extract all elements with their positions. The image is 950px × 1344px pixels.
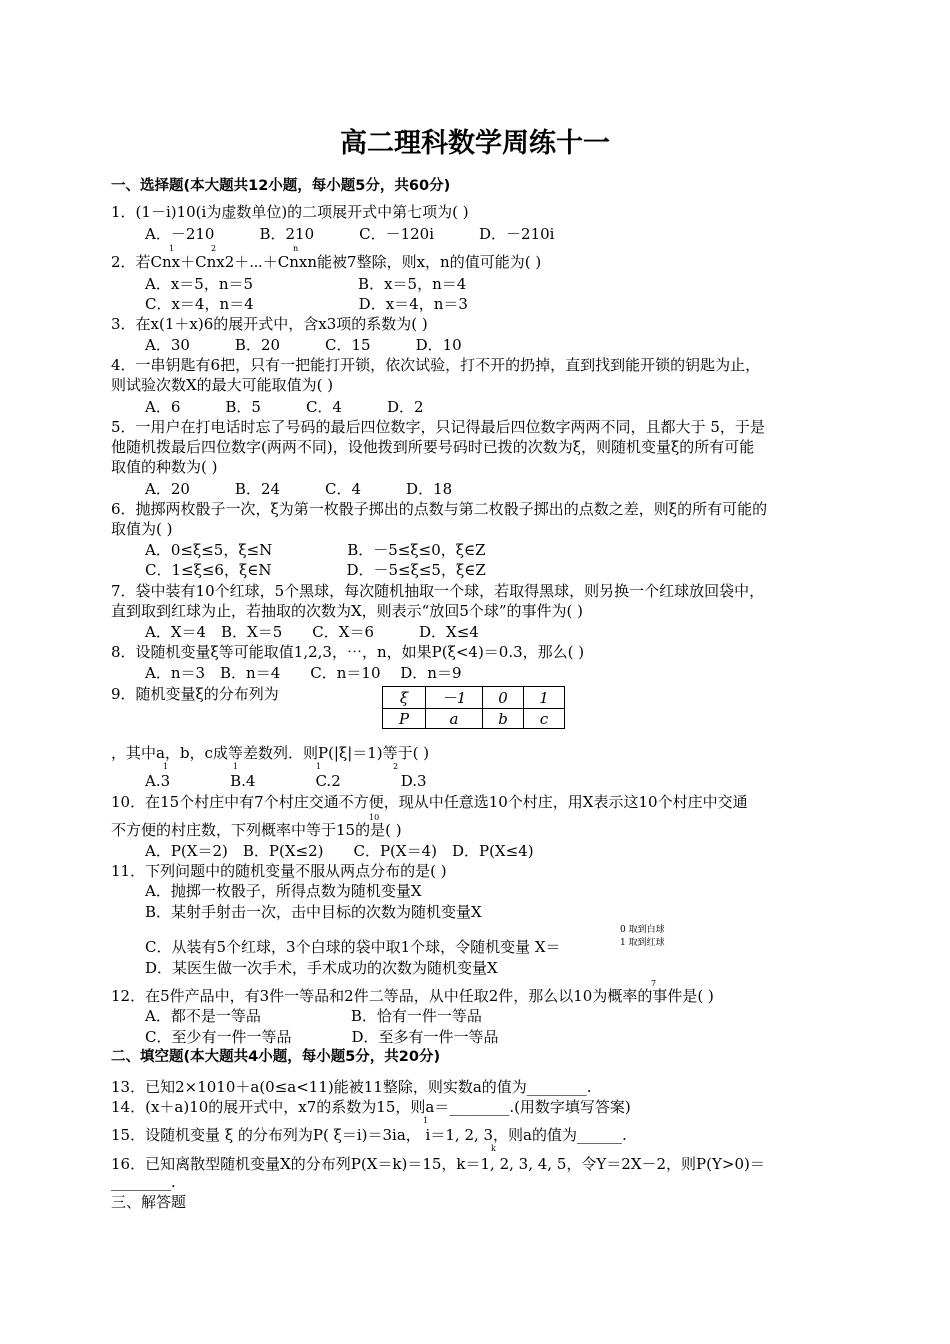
question-12-options-ab: A．都不是一等品 B．恰有一件一等品 (145, 1007, 482, 1025)
fraction-numerator: 1 (163, 762, 169, 771)
question-4-line-1: 4．一串钥匙有6把，只有一把能打开锁，依次试验，打不开的扔掉，直到找到能开锁的钥匙为止， (111, 356, 761, 374)
combination-index: 1 (169, 244, 175, 253)
question-9-continued: ，其中a，b，c成等差数列．则P(|ξ|＝1)等于( ) (111, 744, 430, 762)
combination-index: 2 (211, 244, 217, 253)
distribution-table (382, 686, 565, 729)
fraction-numerator: 10 (369, 813, 380, 822)
page-title: 高二理科数学周练十一 (340, 128, 610, 159)
question-9: 9．随机变量ξ的分布列为 (111, 685, 279, 703)
fraction-numerator: 7 (651, 979, 657, 988)
question-11-option-d: D．某医生做一次手术，手术成功的次数为随机变量X (145, 959, 498, 977)
question-2: 2．若Cnx＋Cnx2＋⋯＋Cnxn能被7整除，则x，n的值可能为( ) (111, 253, 542, 271)
question-2-options-cd: C．x＝4，n＝4 D．x＝4，n＝3 (145, 295, 468, 313)
question-1: 1．(1－i)10(i为虚数单位)的二项展开式中第七项为( ) (111, 203, 469, 221)
question-8: 8．设随机变量ξ等可能取值1,2,3，⋯，n，如果P(ξ<4)＝0.3，那么( ) (111, 643, 585, 661)
fraction-numerator: 1 (233, 762, 239, 771)
question-6-line-2: 取值为( ) (111, 520, 173, 538)
table-cell: －1 (426, 687, 483, 709)
question-3-options: A．30 B．20 C．15 D．10 (145, 336, 462, 354)
question-6-options-ab: A．0≤ξ≤5，ξ≤N B．－5≤ξ≤0，ξ∈Z (145, 541, 486, 559)
question-8-options: A．n＝3 B．n＝4 C．n＝10 D．n＝9 (145, 664, 462, 682)
question-6-line-1: 6．抛掷两枚骰子一次，ξ为第一枚骰子掷出的点数与第二枚骰子掷出的点数之差，则ξ的所有可能的 (111, 500, 768, 518)
piecewise-case-1: 0 取到白球 (620, 925, 665, 935)
section-answer-heading: 三、解答题 (111, 1193, 187, 1211)
table-cell: c (524, 709, 565, 729)
question-7-line-1: 7．袋中装有10个红球，5个黑球，每次随机抽取一个球，若取得黑球，则另换一个红球放回袋中， (111, 582, 765, 600)
question-5-line-1: 5．一用户在打电话时忘了号码的最后四位数字，只记得最后四位数字两两不同，且都大于 5，于是 (111, 418, 765, 436)
question-12-options-cd: C．至少有一件一等品 D．至多有一件一等品 (145, 1028, 499, 1046)
fraction-numerator: 1 (316, 762, 322, 771)
fraction-numerator: 2 (393, 762, 399, 771)
question-11-option-c: C．从装有5个红球，3个白球的袋中取1个球，令随机变量 X＝ (145, 938, 561, 956)
question-2-options-ab: A．x＝5，n＝5 B．x＝5，n＝4 (145, 275, 467, 293)
question-5-line-2: 他随机拨最后四位数字(两两不同)，设他拨到所要号码时已拨的次数为ξ，则随机变量ξ的所有可能 (111, 438, 755, 456)
question-7-line-2: 直到取到红球为止，若抽取的次数为X，则表示“放回5个球”的事件为( ) (111, 602, 584, 620)
table-cell: a (426, 709, 483, 729)
fraction-numerator: 1 (423, 1116, 429, 1125)
section-fill-heading: 二、填空题(本大题共4小题，每小题5分，共20分) (111, 1049, 441, 1065)
fraction-numerator: k (491, 1144, 496, 1153)
question-4-line-2: 则试验次数X的最大可能取值为( ) (111, 376, 334, 394)
table-row (383, 709, 565, 729)
question-16-blank: ________. (111, 1173, 176, 1191)
table-row (383, 687, 565, 709)
table-cell: P (383, 709, 426, 729)
question-14: 14．(x＋a)10的展开式中，x7的系数为15，则a＝________.(用数字填写答案) (111, 1098, 631, 1116)
question-15: 15．设随机变量 ξ 的分布列为P( ξ＝i)＝3ia， i＝1, 2, 3，则a的值为______. (111, 1126, 627, 1144)
combination-index: n (293, 244, 299, 253)
question-1-options: A．－210 B．210 C．－120i D．－210i (145, 225, 555, 243)
question-11-option-a: A．抛掷一枚骰子，所得点数为随机变量X (145, 882, 422, 900)
question-5-line-3: 取值的种数为( ) (111, 458, 218, 476)
table-cell: 1 (524, 687, 565, 709)
question-16: 16．已知离散型随机变量X的分布列P(X＝k)＝15，k＝1, 2, 3, 4, 5，令Y＝2X－2，则P(Y>0)＝ (111, 1155, 765, 1173)
question-9-options: A.3 B.4 C.2 D.3 (145, 772, 427, 790)
table-cell: 0 (483, 687, 524, 709)
question-10-line-2: 不方便的村庄数，下列概率中等于15的是( ) (111, 821, 402, 839)
piecewise-case-2: 1 取到红球 (620, 938, 665, 948)
question-3: 3．在x(1＋x)6的展开式中，含x3项的系数为( ) (111, 315, 428, 333)
question-13: 13．已知2×1010＋a(0≤a<11)能被11整除，则实数a的值为________. (111, 1078, 592, 1096)
table-cell: b (483, 709, 524, 729)
question-12: 12．在5件产品中，有3件一等品和2件二等品，从中任取2件，那么以10为概率的事件是( ) (111, 987, 714, 1005)
table-cell: ξ (383, 687, 426, 709)
question-5-options: A．20 B．24 C．4 D．18 (145, 480, 453, 498)
question-11-option-b: B．某射手射击一次，击中目标的次数为随机变量X (145, 903, 482, 921)
question-4-options: A．6 B．5 C．4 D．2 (145, 398, 424, 416)
question-6-options-cd: C．1≤ξ≤6，ξ∈N D．－5≤ξ≤5，ξ∈Z (145, 561, 486, 579)
question-10-line-1: 10．在15个村庄中有7个村庄交通不方便，现从中任意选10个村庄，用X表示这10个村庄中交通 (111, 793, 748, 811)
question-11: 11．下列问题中的随机变量不服从两点分布的是( ) (111, 862, 447, 880)
question-10-options: A．P(X＝2) B．P(X≤2) C．P(X＝4) D．P(X≤4) (145, 842, 534, 860)
question-7-options: A．X＝4 B．X＝5 C．X＝6 D．X≤4 (145, 623, 479, 641)
section-choice-heading: 一、选择题(本大题共12小题，每小题5分，共60分) (111, 178, 451, 194)
